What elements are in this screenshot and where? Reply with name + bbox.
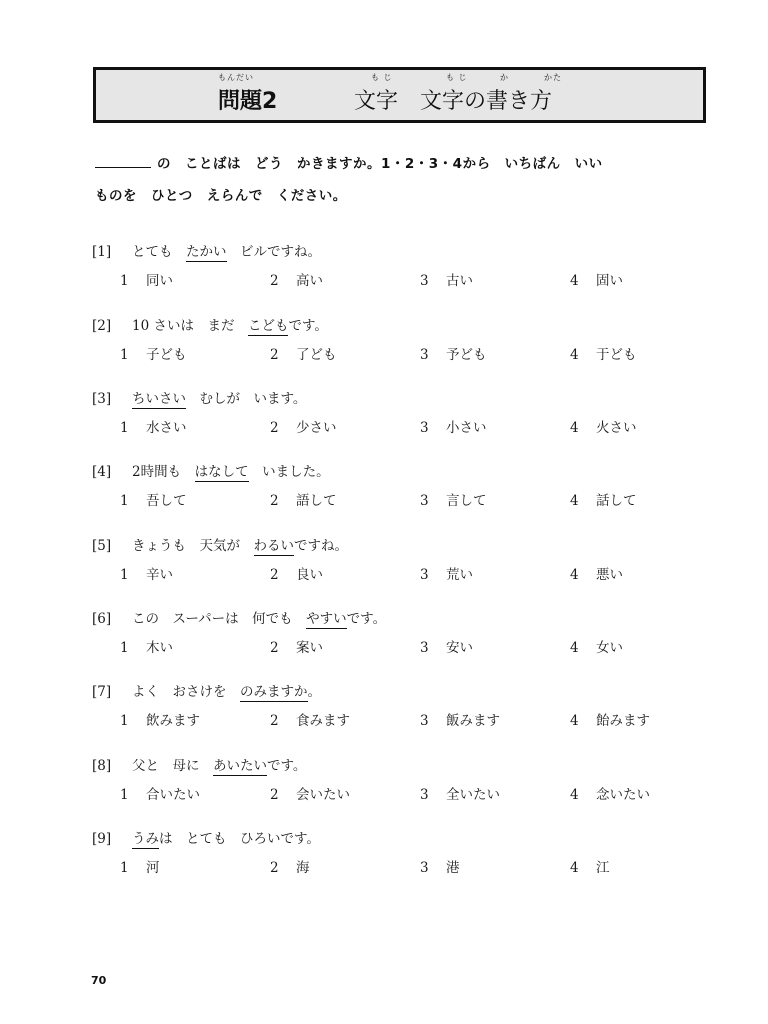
- answer-option[interactable]: [270, 636, 323, 656]
- option-number: 1: [120, 347, 129, 363]
- question-number: [9]: [92, 831, 112, 847]
- option-number: 1: [120, 273, 129, 289]
- sentence-prefix: 10 さいは まだ: [132, 318, 248, 334]
- sentence-suffix: です。: [346, 611, 387, 627]
- question-sentence: [92, 387, 306, 407]
- underlined-word: あいたい: [213, 758, 267, 774]
- question-number: [2]: [92, 318, 112, 334]
- answer-option[interactable]: [270, 416, 337, 436]
- page-number: 70: [91, 974, 107, 987]
- option-text: 辛い: [146, 567, 173, 583]
- sentence-prefix: きょうも 天気が: [132, 538, 254, 554]
- answer-option[interactable]: [570, 563, 623, 583]
- question-item: [92, 680, 712, 740]
- option-text: 言して: [446, 493, 487, 509]
- sentence-suffix: です。: [288, 318, 328, 334]
- sentence-prefix: 2時間も: [132, 464, 195, 480]
- option-number: 2: [270, 493, 279, 509]
- answer-option[interactable]: [120, 489, 187, 509]
- question-number: [1]: [92, 244, 112, 260]
- option-number: 4: [570, 420, 579, 436]
- underlined-word: のみますか: [240, 684, 308, 700]
- answer-option[interactable]: [420, 783, 500, 803]
- answer-option[interactable]: [420, 416, 487, 436]
- option-text: 悪い: [596, 567, 623, 583]
- answer-option[interactable]: [270, 343, 337, 363]
- option-number: 4: [570, 787, 579, 803]
- option-number: 1: [120, 493, 129, 509]
- answer-option[interactable]: [420, 563, 473, 583]
- option-number: 4: [570, 273, 579, 289]
- answer-option[interactable]: [570, 416, 637, 436]
- question-item: [92, 827, 712, 887]
- question-item: [92, 387, 712, 447]
- answer-option[interactable]: [570, 269, 623, 289]
- answer-option[interactable]: [570, 709, 650, 729]
- option-number: 3: [420, 640, 429, 656]
- option-text: 安い: [446, 640, 473, 656]
- option-number: 4: [570, 713, 579, 729]
- ruby-moji-2: も じ: [446, 73, 468, 82]
- instruction-text-2: ものを ひとつ えらんで ください。: [95, 188, 347, 204]
- question-number: [6]: [92, 611, 112, 627]
- option-text: 女い: [596, 640, 623, 656]
- option-text: 水さい: [146, 420, 187, 436]
- option-text: 案い: [296, 640, 323, 656]
- option-text: 高い: [296, 273, 323, 289]
- answer-option[interactable]: [120, 416, 187, 436]
- question-item: [92, 460, 712, 520]
- option-text: 小さい: [446, 420, 487, 436]
- answer-option[interactable]: [120, 269, 173, 289]
- sentence-prefix: この スーパーは 何でも: [132, 611, 307, 627]
- section-header: [93, 67, 706, 123]
- option-number: 1: [120, 860, 129, 876]
- option-number: 2: [270, 567, 279, 583]
- option-number: 3: [420, 347, 429, 363]
- option-number: 2: [270, 420, 279, 436]
- option-text: 念いたい: [596, 787, 650, 803]
- option-number: 1: [120, 567, 129, 583]
- question-sentence: [92, 607, 386, 627]
- answer-option[interactable]: [120, 709, 200, 729]
- question-number: [4]: [92, 464, 112, 480]
- question-sentence: [92, 534, 348, 554]
- question-item: [92, 607, 712, 667]
- answer-option[interactable]: [420, 636, 473, 656]
- answer-option[interactable]: [420, 343, 487, 363]
- answer-option[interactable]: [420, 489, 487, 509]
- question-number: [5]: [92, 538, 112, 554]
- option-text: 同い: [146, 273, 173, 289]
- option-number: 1: [120, 713, 129, 729]
- answer-option[interactable]: [420, 856, 460, 876]
- option-text: 飴みます: [596, 713, 650, 729]
- option-text: 荒い: [446, 567, 473, 583]
- instruction-line-2: [95, 184, 695, 204]
- answer-option[interactable]: [570, 856, 610, 876]
- option-text: 古い: [446, 273, 473, 289]
- section-number-title: 問題2: [218, 89, 278, 114]
- option-text: 飯みます: [446, 713, 500, 729]
- option-number: 4: [570, 493, 579, 509]
- option-number: 2: [270, 347, 279, 363]
- option-text: 会いたい: [296, 787, 350, 803]
- option-text: 少さい: [296, 420, 337, 436]
- option-number: 3: [420, 713, 429, 729]
- underlined-word: こども: [247, 318, 289, 334]
- answer-option[interactable]: [270, 269, 323, 289]
- instruction-text-1: の ことばは どう かきますか。1・2・3・4から いちばん いい: [157, 156, 603, 172]
- underlined-word: ちいさい: [132, 391, 186, 407]
- answer-option[interactable]: [120, 343, 187, 363]
- option-number: 4: [570, 347, 579, 363]
- sentence-suffix: 。: [307, 684, 321, 700]
- option-number: 2: [270, 713, 279, 729]
- ruby-ka: か: [500, 73, 509, 82]
- question-sentence: [92, 460, 330, 480]
- ruby-moji-1: も じ: [371, 73, 393, 82]
- option-number: 1: [120, 640, 129, 656]
- question-item: [92, 754, 712, 814]
- option-text: 港: [446, 860, 460, 876]
- option-text: 良い: [296, 567, 323, 583]
- option-number: 2: [270, 860, 279, 876]
- answer-option[interactable]: [270, 709, 350, 729]
- question-item: [92, 314, 712, 374]
- question-sentence: [92, 240, 321, 260]
- option-number: 3: [420, 273, 429, 289]
- answer-option[interactable]: [120, 783, 200, 803]
- sentence-prefix: 父と 母に: [132, 758, 213, 774]
- option-number: 3: [420, 493, 429, 509]
- underlined-word: やすい: [306, 611, 347, 627]
- option-number: 4: [570, 567, 579, 583]
- answer-option[interactable]: [270, 489, 337, 509]
- question-sentence: [92, 314, 328, 334]
- option-text: 飲みます: [146, 713, 200, 729]
- question-sentence: [92, 754, 306, 774]
- option-text: 食みます: [296, 713, 350, 729]
- option-number: 2: [270, 273, 279, 289]
- sentence-suffix: です。: [267, 758, 307, 774]
- instruction-line-1: [95, 152, 695, 172]
- answer-option[interactable]: [120, 563, 173, 583]
- sentence-prefix: とても: [132, 244, 186, 260]
- option-number: 1: [120, 420, 129, 436]
- answer-option[interactable]: [120, 856, 160, 876]
- question-number: [3]: [92, 391, 112, 407]
- answer-option[interactable]: [270, 563, 323, 583]
- option-text: 河: [146, 860, 160, 876]
- option-text: 于ども: [596, 347, 637, 363]
- question-sentence: [92, 827, 320, 847]
- sentence-suffix: むしが います。: [186, 391, 307, 407]
- underlined-word: うみ: [132, 831, 159, 847]
- option-text: 子ども: [146, 347, 187, 363]
- option-text: 火さい: [596, 420, 637, 436]
- ruby-mondai: もんだい: [218, 73, 254, 82]
- answer-option[interactable]: [420, 269, 473, 289]
- option-text: 語して: [296, 493, 337, 509]
- option-number: 2: [270, 787, 279, 803]
- underlined-word: たかい: [186, 244, 227, 260]
- sentence-suffix: ビルですね。: [226, 244, 321, 260]
- option-text: 固い: [596, 273, 623, 289]
- option-number: 1: [120, 787, 129, 803]
- option-text: 話して: [596, 493, 637, 509]
- option-text: 海: [296, 860, 310, 876]
- option-number: 3: [420, 860, 429, 876]
- underlined-word: わるい: [253, 538, 294, 554]
- option-number: 4: [570, 640, 579, 656]
- option-text: 吾して: [146, 493, 187, 509]
- blank-underline: [95, 155, 151, 168]
- answer-option[interactable]: [420, 709, 500, 729]
- option-number: 4: [570, 860, 579, 876]
- answer-option[interactable]: [570, 343, 637, 363]
- sentence-prefix: よく おさけを: [132, 684, 240, 700]
- option-text: 予ども: [446, 347, 487, 363]
- answer-option[interactable]: [120, 636, 173, 656]
- option-text: 木い: [146, 640, 173, 656]
- ruby-kata: かた: [544, 73, 562, 82]
- option-text: 合いたい: [146, 787, 200, 803]
- sentence-suffix: は とても ひろいです。: [159, 831, 320, 847]
- question-item: [92, 240, 712, 300]
- question-number: [7]: [92, 684, 112, 700]
- answer-option[interactable]: [270, 783, 350, 803]
- option-text: 江: [596, 860, 610, 876]
- answer-option[interactable]: [570, 783, 650, 803]
- question-item: [92, 534, 712, 594]
- sentence-suffix: ですね。: [294, 538, 348, 554]
- underlined-word: はなして: [194, 464, 249, 480]
- option-text: 全いたい: [446, 787, 500, 803]
- answer-option[interactable]: [270, 856, 310, 876]
- answer-option[interactable]: [570, 636, 623, 656]
- sentence-suffix: いました。: [248, 464, 330, 480]
- option-number: 3: [420, 787, 429, 803]
- question-sentence: [92, 680, 321, 700]
- section-topic-title: 文字 文字の書き方: [354, 89, 553, 114]
- option-text: 了ども: [296, 347, 337, 363]
- question-number: [8]: [92, 758, 112, 774]
- option-number: 3: [420, 420, 429, 436]
- option-number: 3: [420, 567, 429, 583]
- answer-option[interactable]: [570, 489, 637, 509]
- option-number: 2: [270, 640, 279, 656]
